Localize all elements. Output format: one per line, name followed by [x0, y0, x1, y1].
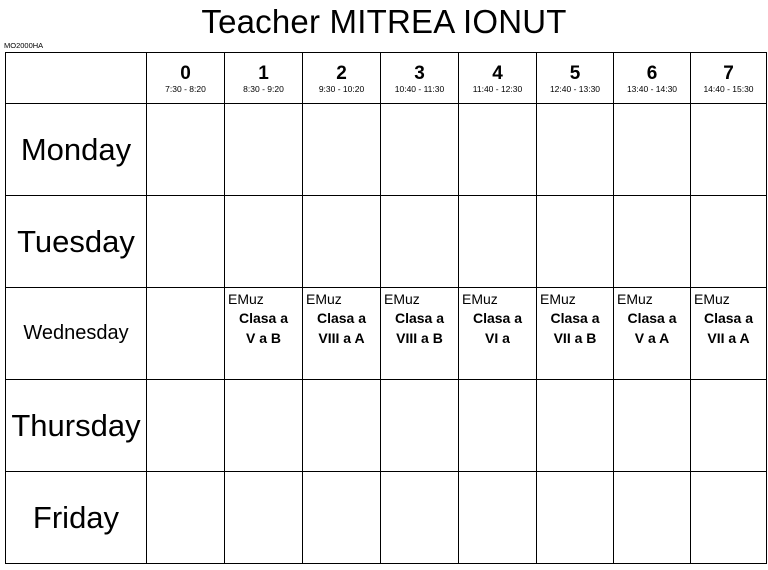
- slot-cell: [691, 472, 767, 564]
- period-header: [303, 53, 381, 104]
- lesson-cell: [303, 288, 381, 380]
- slot-cell: [691, 380, 767, 472]
- period-time: 13:40 - 14:30: [626, 83, 678, 94]
- slot-cell: [303, 380, 381, 472]
- slot-cell: [381, 472, 459, 564]
- lesson-class: VII a A: [707, 330, 750, 346]
- lesson-class: VIII a B: [396, 330, 443, 346]
- period-time: 10:40 - 11:30: [394, 83, 445, 94]
- slot-cell: [147, 196, 225, 288]
- period-time: 8:30 - 9:20: [243, 83, 284, 94]
- lesson-class: VIII a A: [318, 330, 365, 346]
- period-time: 12:40 - 13:30: [549, 83, 601, 94]
- slot-cell: [459, 104, 537, 196]
- lesson-class: Clasa a: [316, 310, 367, 326]
- lesson-class: Clasa a: [394, 310, 445, 326]
- lesson-cell: [691, 288, 767, 380]
- day-label: Thursday: [6, 380, 147, 472]
- slot-cell: [225, 196, 303, 288]
- period-time: 14:40 - 15:30: [703, 83, 754, 94]
- slot-cell: [537, 104, 614, 196]
- day-row-friday: [6, 472, 767, 564]
- timetable: [5, 52, 767, 564]
- period-header: [225, 53, 303, 104]
- lesson-class: VII a B: [553, 330, 597, 346]
- slot-cell: [225, 472, 303, 564]
- page-title: Teacher MITREA IONUT: [201, 3, 567, 40]
- period-time: 9:30 - 10:20: [318, 83, 365, 94]
- slot-cell: [381, 196, 459, 288]
- day-row-wednesday: [6, 288, 767, 380]
- period-number: 4: [492, 62, 503, 84]
- lesson-cell: [225, 288, 303, 380]
- slot-cell: [147, 472, 225, 564]
- lesson-subject: EMuz: [694, 291, 730, 307]
- school-code: MO2000HA: [4, 41, 44, 50]
- lesson-cell: [459, 288, 537, 380]
- slot-cell: [537, 196, 614, 288]
- lesson-class: Clasa a: [472, 310, 523, 326]
- lesson-subject: EMuz: [462, 291, 498, 307]
- lesson-subject: EMuz: [617, 291, 653, 307]
- slot-cell: [537, 472, 614, 564]
- lesson-class: VI a: [485, 330, 510, 346]
- day-label: Friday: [6, 472, 147, 564]
- period-header: [614, 53, 691, 104]
- slot-cell: [459, 472, 537, 564]
- lesson-class: Clasa a: [627, 310, 677, 326]
- lesson-class: V a B: [245, 330, 281, 346]
- lesson-class: Clasa a: [703, 310, 754, 326]
- slot-cell: [614, 380, 691, 472]
- slot-cell: [537, 380, 614, 472]
- slot-cell: [381, 380, 459, 472]
- period-time: 11:40 - 12:30: [472, 83, 523, 94]
- slot-cell: [303, 472, 381, 564]
- slot-cell: [614, 196, 691, 288]
- lesson-subject: EMuz: [228, 291, 264, 307]
- day-row-monday: [6, 104, 767, 196]
- period-header: [691, 53, 767, 104]
- period-number: 5: [569, 62, 581, 84]
- period-number: 7: [723, 62, 734, 84]
- day-label: Tuesday: [6, 196, 147, 288]
- lesson-cell: [614, 288, 691, 380]
- slot-cell: [459, 196, 537, 288]
- slot-cell: [614, 472, 691, 564]
- period-header: [147, 53, 225, 104]
- period-number: 0: [180, 62, 191, 84]
- slot-cell: [147, 288, 225, 380]
- slot-cell: [614, 104, 691, 196]
- slot-cell: [147, 104, 225, 196]
- slot-cell: [225, 380, 303, 472]
- slot-cell: [303, 104, 381, 196]
- lesson-class: V a A: [634, 330, 670, 346]
- slot-cell: [691, 104, 767, 196]
- slot-cell: [303, 196, 381, 288]
- header-row: [6, 53, 767, 104]
- period-time: 7:30 - 8:20: [165, 83, 206, 94]
- day-row-tuesday: [6, 196, 767, 288]
- day-label: Monday: [6, 104, 147, 196]
- period-header: [459, 53, 537, 104]
- period-number: 1: [258, 62, 269, 84]
- period-header: [381, 53, 459, 104]
- slot-cell: [147, 380, 225, 472]
- lesson-class: Clasa a: [238, 310, 289, 326]
- slot-cell: [381, 104, 459, 196]
- slot-cell: [225, 104, 303, 196]
- period-header: [537, 53, 614, 104]
- lesson-cell: [537, 288, 614, 380]
- lesson-cell: [381, 288, 459, 380]
- slot-cell: [691, 196, 767, 288]
- slot-cell: [459, 380, 537, 472]
- lesson-subject: EMuz: [540, 291, 576, 307]
- lesson-subject: EMuz: [384, 291, 420, 307]
- day-label: Wednesday: [6, 288, 147, 380]
- corner-cell: [6, 53, 147, 104]
- period-number: 3: [414, 62, 425, 84]
- lesson-subject: EMuz: [306, 291, 342, 307]
- period-number: 6: [646, 62, 658, 84]
- period-number: 2: [336, 62, 347, 84]
- day-row-thursday: [6, 380, 767, 472]
- lesson-class: Clasa a: [550, 310, 600, 326]
